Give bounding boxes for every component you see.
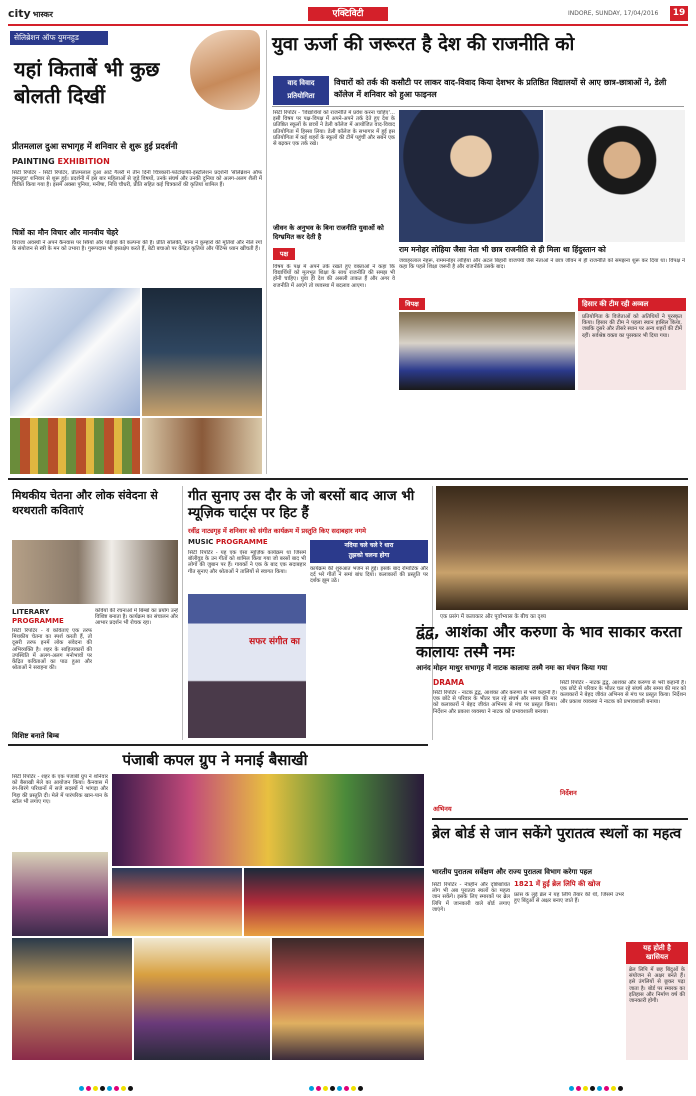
music-body-2: कार्यक्रम की शुरुआत भजन से हुई। इसके बाद रोमांटिक और दर्द भरे गीतों ने समां बांध दिया। कलाकारों की प्रस्तुति पर दर्शक झूम उठे। [310, 566, 428, 585]
drama-sub: अभिनय [433, 805, 452, 813]
debate-photo-girl [545, 110, 685, 242]
page-number: 19 [670, 6, 688, 21]
drama-photo-caption: एक प्रसंग में कलाकार और पूर्वाभ्यास के बीच का दृश्य [440, 614, 546, 620]
hisar-box [578, 298, 686, 390]
debate-body-3: जवाहरलाल नेहरू, राममनोहर लोहिया और अटल बिहारी वाजपेयी जैसे नेताओं ने छात्र जीवन में ही राजनीति को समझना शुरू कर दिया था। विपक्ष ने कहा कि पहले शिक्षा जरूरी है और राजनीति उसके बाद। [399, 258, 685, 271]
debate-body-2: विषय के पक्ष में अपने तर्क रखते हुए वक्ताओं ने कहा कि विद्यार्थियों को मूलभूत शिक्षा के साथ राजनीति की समझ भी होनी चाहिए। युवा ही देश की असली ताकत हैं और अगर वे राजनीति में आएंगे तो व्यवस्था में बदलाव आएगा। [273, 264, 395, 289]
baisakhi-photo-couple [244, 868, 424, 936]
debate-photo-caption: राम मनोहर लोहिया जैसा नेता भी छात्र राजनीति से ही मिला था हिंदुस्तान को [399, 245, 606, 254]
exhibition-body: सिटी रिपोर्टर - सिटी रिपोर्टर, प्रीतमलाल दुआ आर्ट गैलरी में तीन दिनी चित्रकारी-फोटोग्राफी-इंस्टॉलेशन प्रदर्शनी 'सेलिब्रेशन ऑफ वुमनहुड' शनिवार से शुरू हुई। प्रदर्शनी में इस बार महिलाओं से जुड़े विषयों, उनके संघर्ष और उनकी दुनिया को अलग-अलग शैली में चित्रित किया गया है। इसमें अक्सा पुनिया, मनीषा, निधि चौधरी, प्रीति सहित कई चित्रकारों की कृतियां शामिल हैं। [12, 170, 262, 189]
baisakhi-photo-group [112, 868, 242, 936]
painting-folk [10, 418, 140, 474]
braille-box [514, 880, 624, 1060]
braille-headline: ब्रेल बोर्ड से जान सकेंगे पुरातत्व स्थलों का महत्व [432, 826, 682, 842]
music-headline: गीत सुनाए उस दौर के जो बरसों बाद आज भी म्यूज़िक चार्ट्स पर हिट हैं [188, 488, 415, 521]
debate-label: वाद विवाद प्रतियोगिता [273, 76, 329, 105]
painting-abstract [142, 418, 262, 474]
exhibition-subhead: प्रीतमलाल दुआ सभागृह में शनिवार से शुरू हुई प्रदर्शनी [12, 141, 178, 151]
drama-body: सिटी रिपोर्टर - नाटक द्वंद्व, आशंका और करुणा से भरी कहानी है। एक छोटे से परिवार के भीतर चल रहे संघर्ष और समय की मार को कलाकारों ने बेहद जीवंत अभिनय से मंच पर प्रस्तुत किया। निर्देशन और प्रकाश व्यवस्था ने नाटक को प्रभावशाली बनाया। [433, 690, 557, 715]
braille-body: सिटी रिपोर्टर - नेत्रहीन और दृष्टिबाधित लोग भी अब पुरातत्व स्थलों का महत्व जान सकेंगे। इसके लिए स्मारकों पर ब्रेल लिपि में जानकारी वाले बोर्ड लगाए जाएंगे। [432, 882, 510, 913]
exhibition-subhead-2: चित्रों का मौन विचार और मानवीय चेहरे [12, 228, 119, 237]
drama-body-2: सिटी रिपोर्टर - नाटक द्वंद्व, आशंका और करुणा से भरी कहानी है। एक छोटे से परिवार के भीतर चल रहे संघर्ष और समय की मार को कलाकारों ने बेहद जीवंत अभिनय से मंच पर प्रस्तुत किया। निर्देशन और प्रकाश व्यवस्था ने नाटक को प्रभावशाली बनाया। [560, 680, 686, 705]
poetry-tag: LITERARY PROGRAMME [12, 608, 64, 625]
vipaksh-label: विपक्ष [399, 298, 425, 310]
poetry-body-2: कवियों की रचनाओं में बिम्बों का प्रयोग उन्हें विशिष्ट बनाता है। कार्यक्रम का संचालन और आभार प्रदर्शन भी रोचक रहा। [95, 608, 178, 627]
painting-bird [10, 288, 140, 416]
braille-sidebar [626, 942, 688, 1060]
print-registration-marks [8, 1074, 688, 1084]
painting-woman [142, 288, 262, 416]
braille-sidebar-title: यह होती है खासियत [626, 942, 688, 964]
debate-body: सिटी रिपोर्टर - 'विद्यार्थियों को राजनीति में प्रवेश करना चाहिए'... इसी विषय पर पक्ष-विपक्ष में अपने-अपने तर्क देते हुए देश के प्रतिष्ठित स्कूलों के छात्रों ने डेली कॉलेज में आयोजित वाद-विवाद प्रतियोगिता में हिस्सा लिया। डेली कॉलेज के सभागार में हुई इस प्रतियोगिता में कई शहरों के स्कूलों की टीमें पहुंचीं और सबने एक से बढ़कर एक तर्क रखे। [273, 110, 395, 148]
drama-sub-2: निर्देशन [560, 789, 577, 797]
baisakhi-photo-main [112, 774, 424, 866]
baisakhi-photo-dance [12, 852, 108, 936]
poetry-sub: विशिष्ट बनाते बिम्ब [12, 732, 60, 740]
poetry-headline: मिथकीय चेतना और लोक संवेदना से थरथराती कविताएं [12, 489, 158, 517]
exhibition-tag: PAINTING EXHIBITION [12, 157, 110, 166]
music-singer-photo [188, 594, 306, 738]
baisakhi-body: सिटी रिपोर्टर - शहर के एक पंजाबी ग्रुप ने शनिवार को बैसाखी मेले का आयोजन किया। कैनवास में रंग-बिरंगे परिधानों में सजे सदस्यों ने भांगड़ा और गिद्दा की प्रस्तुति दी। मेले में पारंपरिक खान-पान के स्टॉल भी लगाए गए। [12, 774, 108, 805]
baisakhi-photo-bottom-left [12, 938, 132, 1060]
shell-photo [190, 30, 260, 110]
music-banner: सफर संगीत का [249, 637, 300, 647]
music-tag: MUSIC PROGRAMME [188, 538, 268, 546]
braille-sidebar-body: ब्रेल लिपि में छह बिंदुओं के संयोजन से अक्षर बनते हैं। इसे उंगलियों से छूकर पढ़ा जाता है। बोर्ड पर स्मारक का इतिहास और निर्माण वर्ष की जानकारी होगी। [629, 967, 685, 1005]
section-name: एक्टिविटी [308, 7, 388, 21]
drama-tag: DRAMA [433, 678, 465, 687]
music-subhead: रवींद्र नाट्यगृह में शनिवार को संगीत कार्यक्रम में प्रस्तुति किए सदाबहार नगमे [188, 527, 366, 535]
poetry-body: सिटी रिपोर्टर - ये कविताएं एक तरफ मिथकीय चेतना का स्पर्श करती हैं, तो दूसरी तरफ इनमें लोक संवेदना की अभिव्यक्ति है। शहर के साहित्यकारों की उपस्थिति में अलग-अलग मनोभावों पर केंद्रित कविताओं का पाठ हुआ और श्रोताओं ने सराहना की। [12, 628, 92, 672]
exhibition-body-2: विराजा अवस्थी ने अपने कैनवास पर स्त्रियों और पक्षियों की कल्पना की है। प्रीति सोलंकी, माना ने कुम्हारों की मूर्तियों और नीले रंगों के संयोजन से स्त्री के मन को उभारा है। गुरूपदास भी हस्तक्षेप करते हैं, बेटी बचाओ पर केंद्रित कृतियां और पेंटिंग्स ध्यान खींचती हैं। [12, 240, 262, 253]
debate-deck: विचारों को तर्क की कसौटी पर लाकर वाद-विवाद किया देशभर के प्रतिष्ठित विद्यालयों से आए छात्र-छात्राओं ने, डेली कॉलेज में शनिवार को हुआ फाइनल [334, 78, 667, 99]
braille-subhead: भारतीय पुरातत्व सर्वेक्षण और राज्य पुरातत्व विभाग करेगा पहल [432, 868, 593, 876]
paksh-label: पक्ष [273, 248, 295, 260]
drama-subhead: आनंद मोहन माथुर सभागृह में नाटक कालायः तस्मै नमः का मंचन किया गया [416, 664, 608, 672]
page-header [8, 6, 688, 26]
music-body: सिटी रिपोर्टर - यह एक ऐसा म्यूज़िक कार्यक्रम था जिसमें बॉलीवुड के उन गीतों को शामिल किया गया जो बरसों बाद भी लोगों की जुबान पर हैं। गायकों ने एक के बाद एक सदाबहार गीत सुनाए और श्रोताओं ने तालियों से स्वागत किया। [188, 550, 306, 575]
baisakhi-headline: पंजाबी कपल ग्रुप ने मनाई बैसाखी [122, 751, 308, 769]
debate-photo-boy [399, 110, 543, 242]
exhibition-headline: यहां किताबें भी कुछ बोलती दिखीं [14, 57, 160, 108]
debate-headline: युवा ऊर्जा की जरूरत है देश की राजनीति को [272, 34, 575, 55]
hisar-box-body: प्रतियोगिता के विजेताओं को अतिथियों ने पुरस्कृत किया। हिसार की टीम ने पहला स्थान हासिल किया, जबकि दूसरे और तीसरे स्थान पर अन्य शहरों की टीमें रहीं। सर्वश्रेष्ठ वक्ता का पुरस्कार भी दिया गया। [582, 314, 682, 339]
exhibition-kicker: सेलिब्रेशन ऑफ युमनहुड [10, 31, 108, 45]
braille-box-body: फ्रांस के लुई ब्रेल ने यह लिपि तैयार की थी, जिसमें उभरे हुए बिंदुओं से अक्षर बनाए जाते हैं। [514, 892, 624, 905]
music-quote-box: नदिया चले चले रे धारा तुझको चलना होगा [310, 540, 428, 563]
braille-box-title: 1821 में हुई ब्रेल लिपि की खोज [514, 880, 601, 888]
drama-photo [436, 486, 688, 610]
debate-sub: जीवन के अनुभव के बिना राजनीति युवाओं को दिग्भ्रमित कर देती है [273, 224, 384, 241]
poetry-photo [12, 540, 178, 604]
brand-logo: city भास्कर [8, 7, 53, 20]
dateline: INDORE, SUNDAY, 17/04/2016 [568, 10, 659, 17]
drama-headline: द्वंद्व, आशंका और करुणा के भाव साकार करता कालायः तस्मै नमः [416, 623, 682, 661]
debate-winners-photo [399, 312, 575, 390]
baisakhi-photo-bottom-right [272, 938, 424, 1060]
hisar-box-title: हिसार की टीम रही अव्वल [578, 298, 686, 311]
baisakhi-photo-bottom-mid [134, 938, 270, 1060]
